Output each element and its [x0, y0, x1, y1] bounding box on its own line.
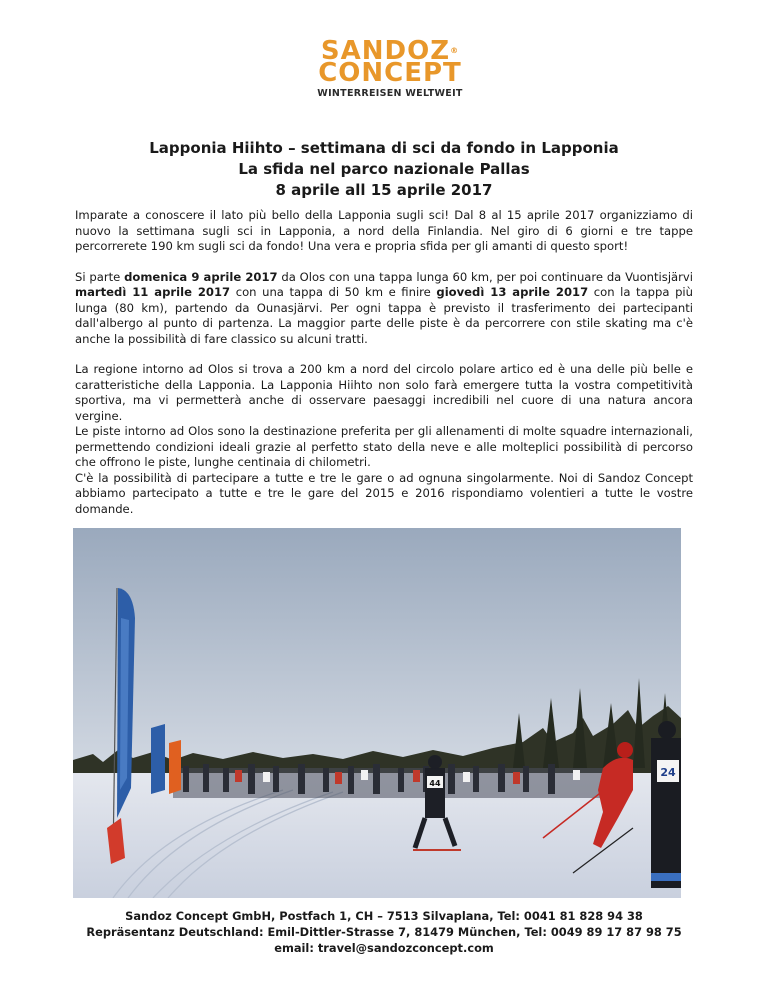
logo-line1: SANDOZ®: [320, 36, 460, 66]
logo-tagline: WINTERREISEN WELTWEIT: [317, 88, 463, 99]
date-stage1: domenica 9 aprile 2017: [124, 269, 278, 284]
date-stage2: martedì 11 aprile 2017: [75, 285, 231, 299]
paragraph-participation: C'è la possibilità di partecipare a tutte e tre le gare o ad ognuna singolarmente. Noi di Sandoz Concept abbiamo partecipato a tutte e tre le gare del 2015 e 2016 rispondiamo volentieri a tutte le vostre domande.: [75, 470, 693, 516]
title-line2: La sfida nel parco nazionale Pallas: [238, 160, 530, 178]
date-stage3: giovedì 13 aprile 2017: [436, 285, 589, 299]
title-line1: Lapponia Hiihto – settimana di sci da fondo in Lapponia: [149, 139, 619, 157]
footer-email: email: travel@sandozconcept.com: [274, 941, 494, 955]
photo-illustration: [73, 528, 681, 898]
bib-number-24: 24: [660, 766, 676, 779]
body-text: [75, 208, 693, 517]
document-title-block: [75, 138, 693, 201]
paragraph-region: La regione intorno ad Olos si trova a 200 km a nord del circolo polare artico ed è una delle più belle e caratteristiche della Lapponia. La Lapponia Hiihto non solo farà emergere tutta la vostra competitività sportiva, ma vi permetterà anche di osservare paesaggi incredibili nel cuore di una natura ancora vergine.: [75, 362, 693, 423]
race-start-photo: [73, 528, 681, 898]
bib-number-44: 44: [429, 779, 441, 788]
paragraph-trails: Le piste intorno ad Olos sono la destinazione preferita per gli allenamenti di molte squadre internazionali, permettendo condizioni ideali grazie al perfetto stato della neve e alle molteplici possibilità di percorso che offrono le piste, lunghe centinaia di chilometri.: [75, 424, 693, 469]
footer-germany-office: Repräsentanz Deutschland: Emil-Dittler-Strasse 7, 81479 München, Tel: 0049 89 17 87 98 75: [86, 925, 682, 939]
paragraph-intro: Imparate a conoscere il lato più bello della Lapponia sugli sci! Dal 8 al 15 aprile 2017 organizziamo di nuovo la settimana sugli sci in Lapponia, a nord della Finlandia. Nel giro di 6 giorni e tre tappe percorrerete 190 km sugli sci da fondo! Una vera e propria sfida per gli amanti di questo sport!: [75, 208, 693, 253]
title-line3: 8 aprile all 15 aprile 2017: [275, 181, 493, 199]
footer-address: Sandoz Concept GmbH, Postfach 1, CH – 7513 Silvaplana, Tel: 0041 81 828 94 38: [125, 909, 643, 923]
paragraph-stages: Si parte domenica 9 aprile 2017 da Olos con una tappa lunga 60 km, per poi continuare da Vuontisjärvi martedì 11 aprile 2017 con una tappa di 50 km e finire giovedì 13 aprile 2017 con la tappa più lunga (80 km), partendo da Ounasjärvi. Per ogni tappa è previsto il trasferimento dei partecipanti dall'albergo al punto di partenza. La maggior parte delle piste è da percorrere con stile skating ma c'è anche la possibilità di fare classico su alcuni tratti.: [75, 269, 693, 346]
logo-line2: CONCEPT: [318, 58, 462, 88]
footer-contact: [60, 908, 708, 956]
company-logo: [290, 36, 490, 110]
